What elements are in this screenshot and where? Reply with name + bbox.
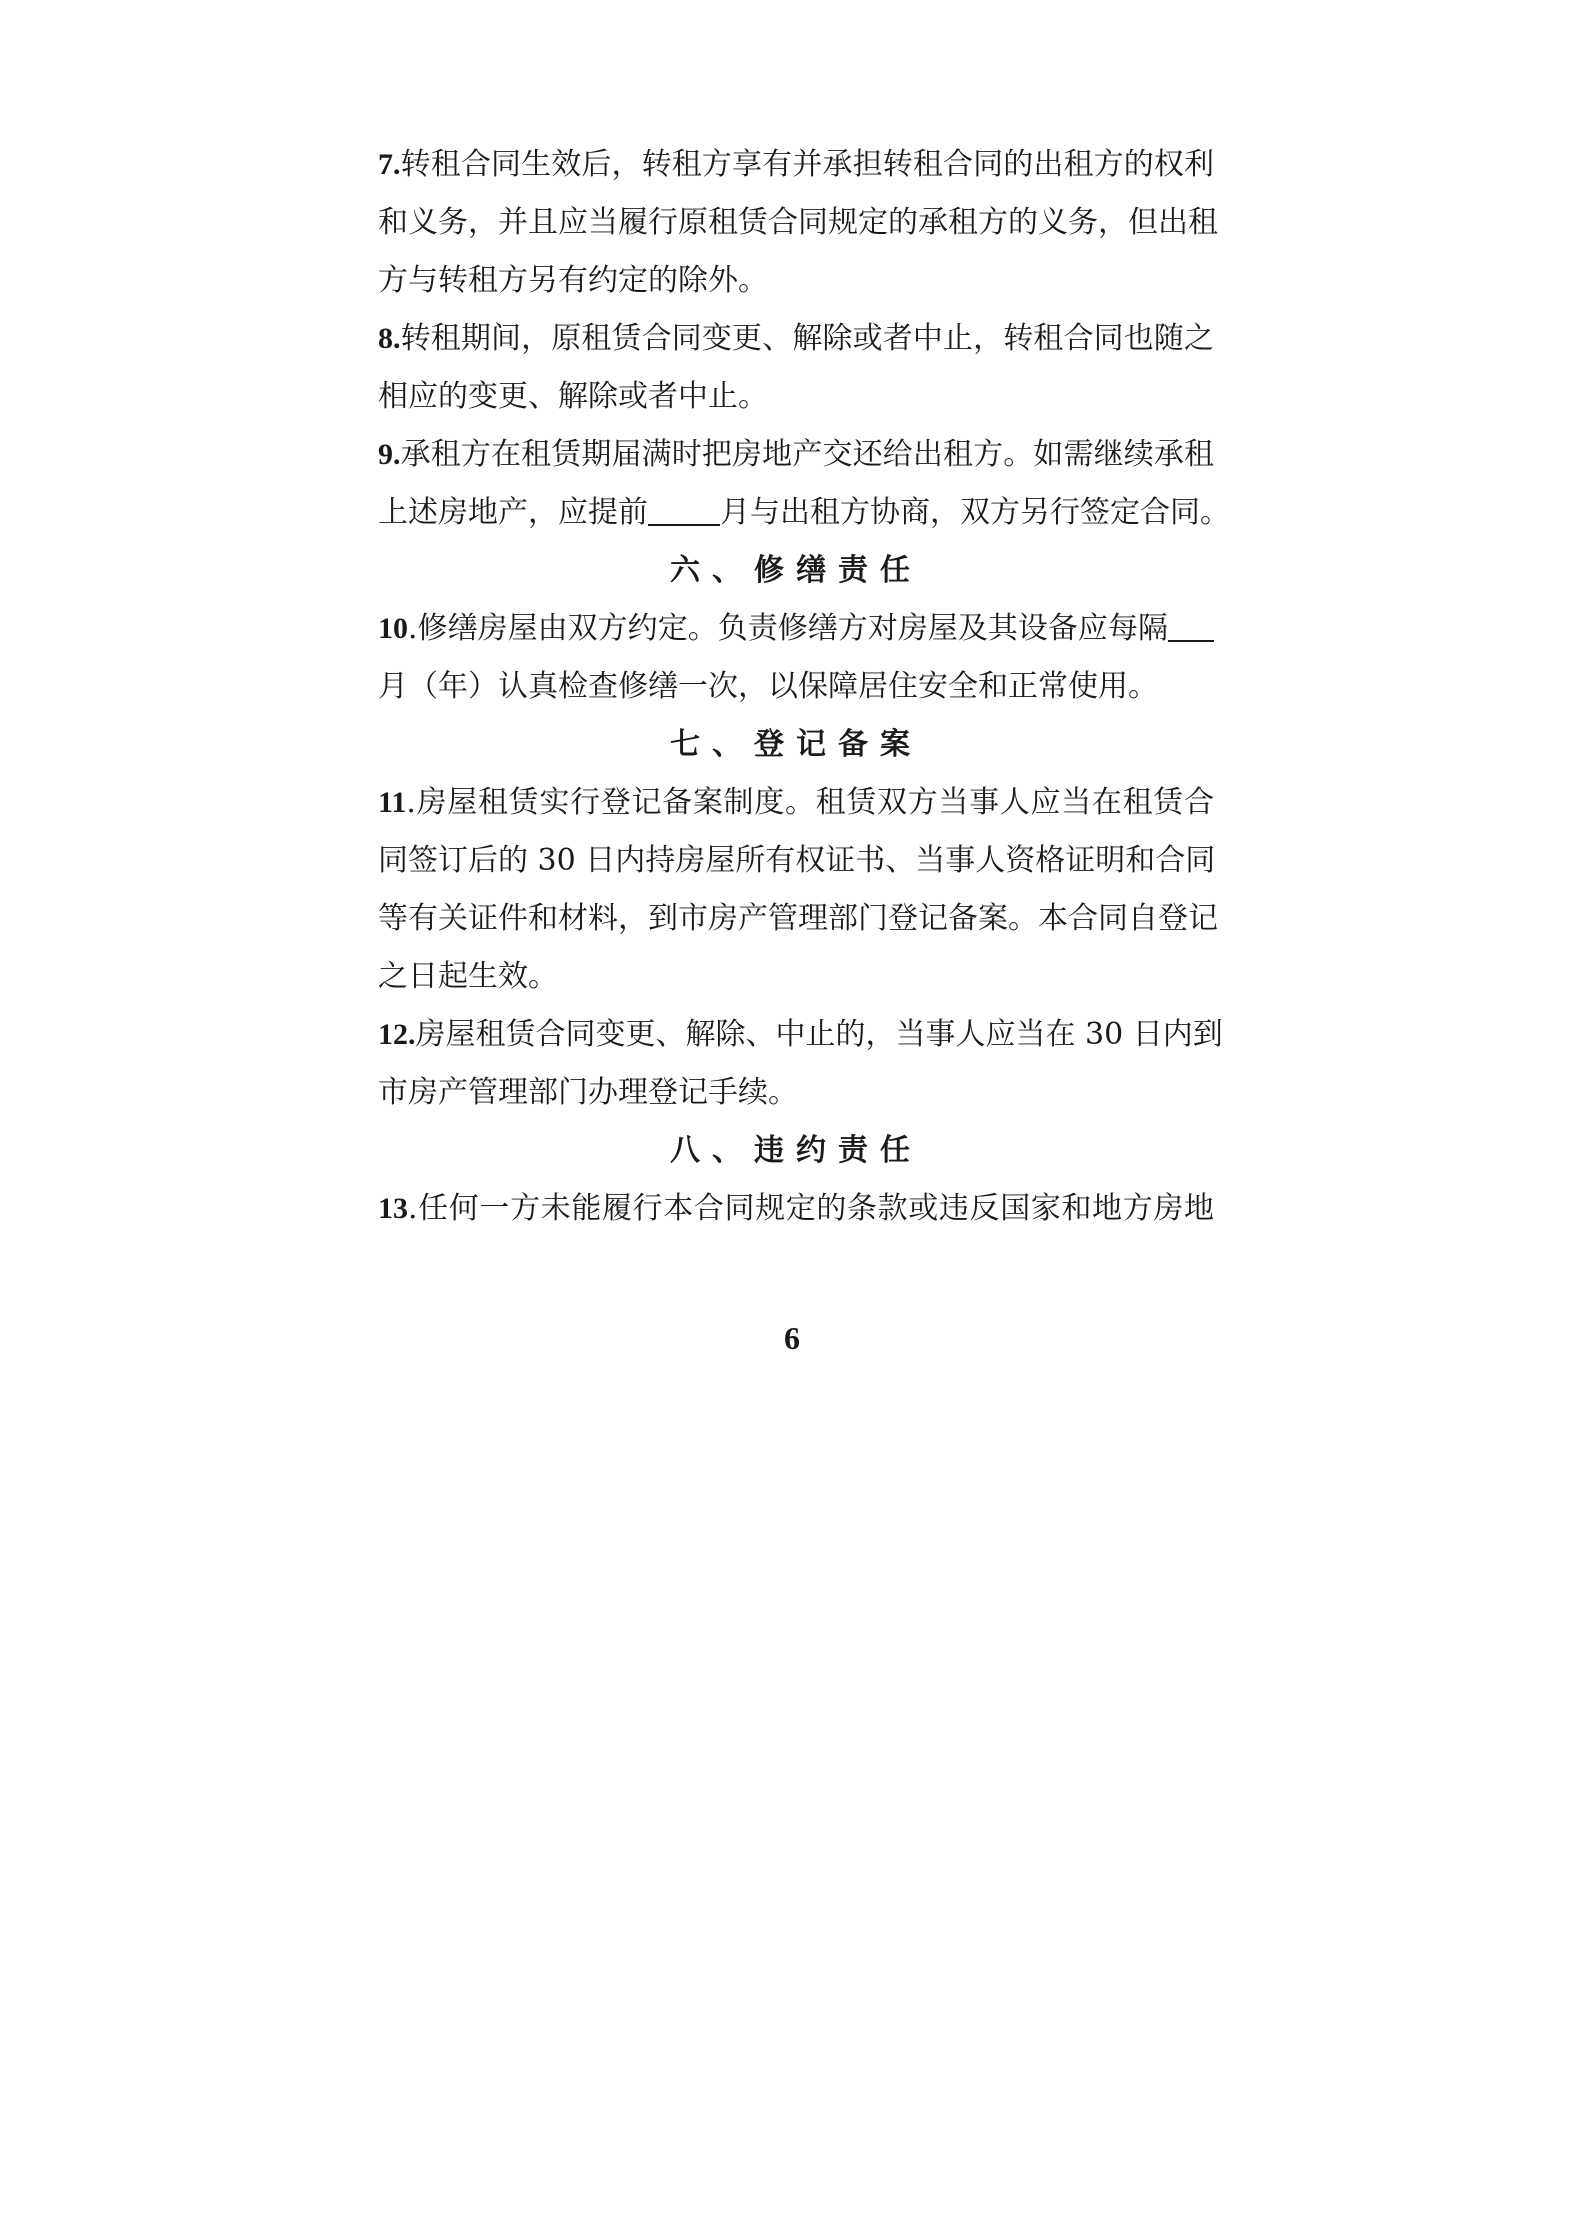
clause-number: 9.: [378, 438, 401, 471]
clause-10-line-1: [378, 600, 1214, 658]
clause-12-line-1: [378, 1006, 1223, 1064]
clause-11-line-3: 等有关证件和材料，到市房产管理部门登记备案。本合同自登记: [378, 901, 1218, 936]
clause-number: 11: [378, 786, 407, 819]
clause-number: 13: [378, 1192, 408, 1225]
clause-text: 转租合同生效后，转租方享有并承担转租合同的出租方的权利: [400, 147, 1214, 182]
clause-11-line-4: 之日起生效。: [378, 959, 558, 994]
clause-text: 月与出租方协商，双方另行签定合同。: [720, 495, 1230, 530]
clause-number: 12.: [378, 1018, 416, 1051]
section-heading-liability: 八、违约责任: [670, 1133, 922, 1168]
clause-7-line-2: 和义务，并且应当履行原租赁合同规定的承租方的义务，但出租: [378, 205, 1218, 240]
clause-11-line-2: 同签订后的 30 日内持房屋所有权证书、当事人资格证明和合同: [378, 843, 1216, 878]
clause-8-line-2: 相应的变更、解除或者中止。: [378, 379, 768, 414]
section-heading-maintenance: 六、修缮责任: [670, 553, 922, 588]
clause-text: .任何一方未能履行本合同规定的条款或违反国家和地方房地: [408, 1191, 1214, 1226]
clause-10-line-2: 月（年）认真检查修缮一次，以保障居住安全和正常使用。: [378, 669, 1158, 704]
clause-13-line-1: [378, 1180, 1214, 1238]
clause-11-line-1: [378, 774, 1214, 832]
fill-in-blank: [1168, 610, 1214, 642]
clause-text: 上述房地产，应提前: [378, 495, 648, 530]
clause-number: 7.: [378, 148, 401, 181]
section-heading-registration: 七、登记备案: [670, 727, 922, 762]
clause-number: 8.: [378, 322, 401, 355]
clause-text: 承租方在租赁期届满时把房地产交还给出租方。如需继续承租: [400, 437, 1214, 472]
clause-9-line-1: [378, 426, 1214, 484]
clause-9-line-2: [378, 484, 1230, 542]
clause-12-line-2: 市房产管理部门办理登记手续。: [378, 1075, 798, 1110]
clause-number: 10: [378, 612, 408, 645]
fill-in-blank: [648, 494, 720, 526]
page-number: 6: [784, 1320, 800, 1356]
clause-text: .修缮房屋由双方约定。负责修缮方对房屋及其设备应每隔: [408, 611, 1168, 646]
clause-text: .房屋租赁实行登记备案制度。租赁双方当事人应当在租赁合: [406, 785, 1214, 820]
clause-7-line-3: 方与转租方另有约定的除外。: [378, 263, 768, 298]
clause-7-line-1: [378, 136, 1214, 194]
clause-text: 房屋租赁合同变更、解除、中止的，当事人应当在 30 日内到: [415, 1017, 1223, 1052]
document-page: [378, 136, 1230, 1238]
clause-text: 转租期间，原租赁合同变更、解除或者中止，转租合同也随之: [400, 321, 1214, 356]
clause-8-line-1: [378, 310, 1214, 368]
